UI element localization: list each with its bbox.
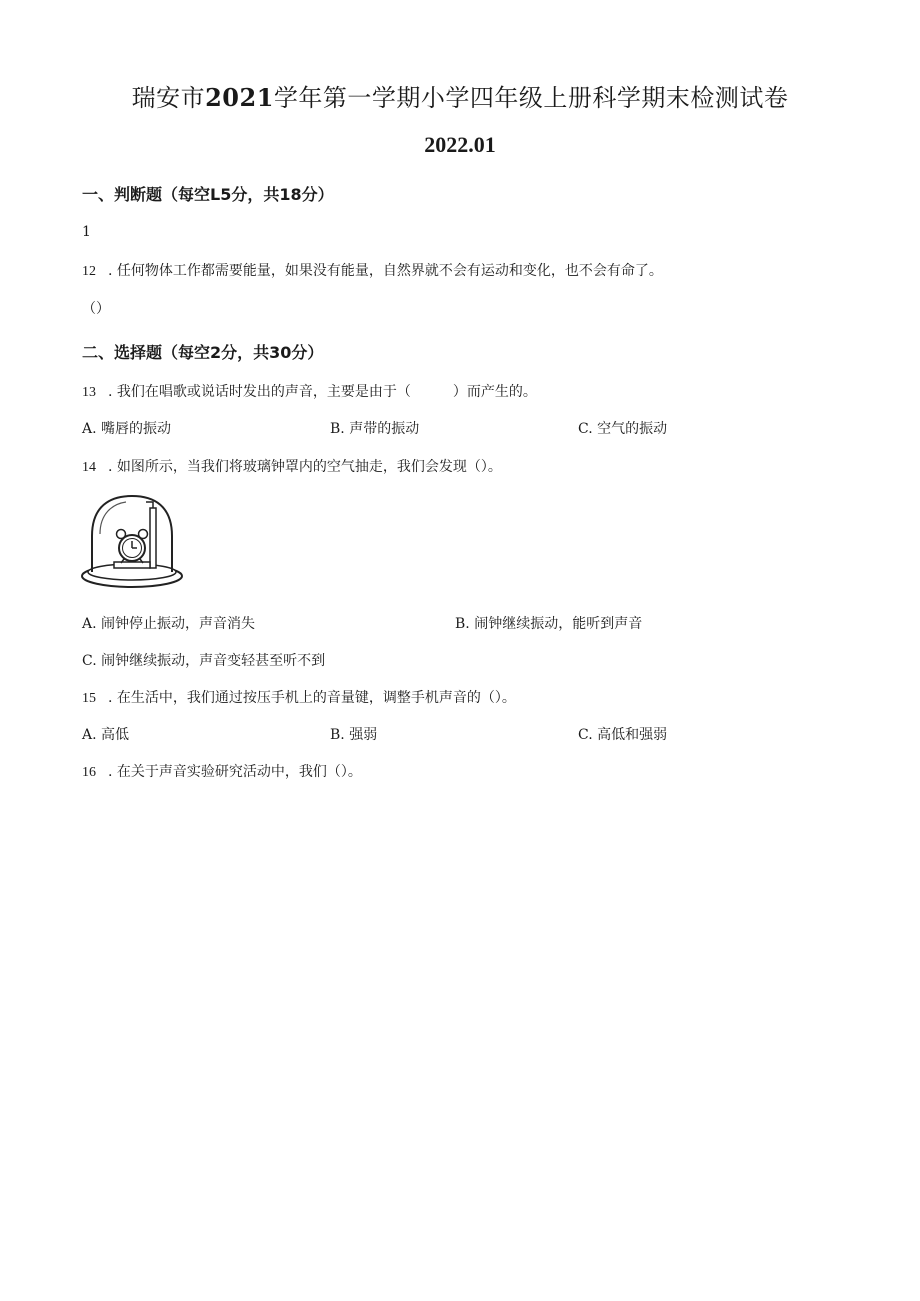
exam-date: 2022.01 (424, 132, 496, 157)
question-number: 15 (82, 691, 96, 706)
question-13 (82, 381, 537, 401)
question-number: 14 (82, 460, 96, 475)
option-14-b: B. 闹钟继续振动，能听到声音 (455, 616, 643, 632)
option-15-a: A. 高低 (82, 727, 130, 743)
question-number: 16 (82, 765, 96, 780)
question-text: . 如图所示，当我们将玻璃钟罩内的空气抽走，我们会发现（）。 (108, 459, 502, 475)
question-text: . 我们在唱歌或说话时发出的声音，主要是由于（ ）而产生的。 (108, 384, 537, 400)
question-12 (82, 260, 663, 280)
section-judgment-heading: 一、判断题（每空L5分，共18分） (82, 185, 334, 204)
question-text: . 任何物体工作都需要能量，如果没有能量，自然界就不会有运动和变化，也不会有命了。 (108, 263, 663, 279)
option-14-c: C. 闹钟继续振动，声音变轻甚至听不到 (82, 653, 326, 669)
question-number: 12 (82, 264, 96, 279)
question-16 (82, 761, 362, 781)
stray-number: 1 (82, 224, 91, 240)
exam-title (0, 78, 920, 113)
option-15-c: C. 高低和强弱 (578, 727, 668, 743)
question-text: . 在关于声音实验研究活动中，我们（）。 (108, 764, 362, 780)
title-prefix: 瑞安市 (131, 84, 206, 112)
question-text: . 在生活中，我们通过按压手机上的音量键，调整手机声音的（）。 (108, 690, 516, 706)
option-15-b: B. 强弱 (330, 727, 378, 743)
option-14-a: A. 闹钟停止振动，声音消失 (82, 616, 256, 632)
question-number: 13 (82, 385, 96, 400)
title-year: 2021 (205, 83, 274, 112)
option-13-a: A. 嘴唇的振动 (82, 421, 172, 437)
title-suffix: 学年第一学期小学四年级上册科学期末检测试卷 (273, 84, 789, 112)
question-15 (82, 687, 516, 707)
answer-blank-12: （） (82, 301, 110, 317)
option-13-c: C. 空气的振动 (578, 421, 668, 437)
option-13-b: B. 声带的振动 (330, 421, 420, 437)
bell-jar-alarm-clock-icon (80, 492, 184, 592)
section-choice-heading: 二、选择题（每空2分，共30分） (82, 343, 324, 362)
question-14 (82, 456, 502, 476)
